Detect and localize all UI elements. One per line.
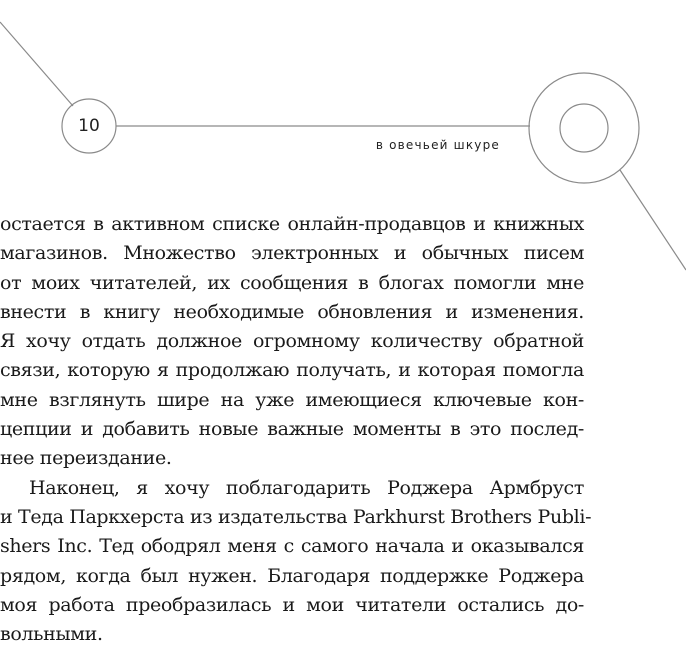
- text-line: нее переиздание.: [0, 447, 172, 470]
- text-line: внести в книгу необходимые обновления и изменения.: [0, 300, 584, 323]
- text-line: связи, которую я продолжаю получать, и которая помогла: [0, 359, 584, 382]
- body-text: [0, 210, 592, 649]
- text-line: от моих читателей, их сообщения в блогах помогли мне: [0, 271, 584, 294]
- text-line: вольными.: [0, 623, 103, 646]
- paragraph-2: [0, 474, 592, 649]
- text-line: мне взглянуть шире на уже имеющиеся ключевые кон-: [0, 388, 584, 411]
- text-line: Я хочу отдать должное огромному количеству обратной: [0, 330, 584, 353]
- diagonal-line-right: [620, 170, 686, 270]
- text-line: магазинов. Множество электронных и обычных писем: [0, 242, 584, 265]
- page-number: 10: [78, 116, 100, 136]
- outer-ring-circle: [529, 73, 639, 183]
- running-head: в овечьей шкуре: [375, 138, 500, 152]
- text-line: остается в активном списке онлайн-продавцов и книжных: [0, 213, 584, 235]
- text-line: Наконец, я хочу поблагодарить Роджера Армбруст: [29, 476, 584, 499]
- text-line: цепции и добавить новые важные моменты в это послед-: [0, 418, 584, 441]
- paragraph-1: [0, 210, 584, 474]
- text-line: и Теда Паркхерста из издательства Parkhurst Brothers Publi-: [0, 505, 592, 528]
- text-line: shers Inc. Тед ободрял меня с самого начала и оказывался: [0, 535, 584, 558]
- inner-ring-circle: [560, 104, 608, 152]
- text-line: рядом, когда был нужен. Благодаря поддержке Роджера: [0, 564, 584, 587]
- text-line: моя работа преобразилась и мои читатели остались до-: [0, 593, 584, 616]
- diagonal-line-top-left: [0, 22, 73, 106]
